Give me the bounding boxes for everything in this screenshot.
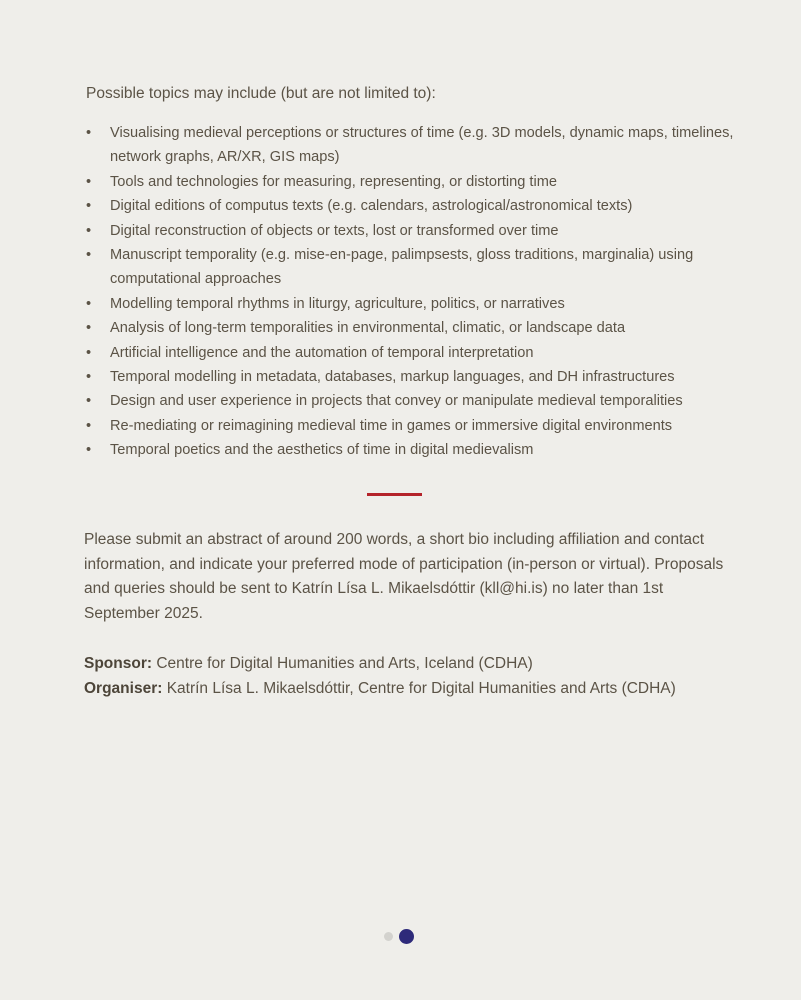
submission-instructions: Please submit an abstract of around 200 words, a short bio including affiliation and contact information, and indicate your preferred mode of participation (in-person or virtual). Proposals and queries should be sent to Katrín Lísa L. Mikaelsdóttir (kll@hi.is) no later than 1st September 2025. bbox=[84, 531, 724, 622]
topic-text: Temporal modelling in metadata, databases, markup languages, and DH infrastructures bbox=[110, 369, 675, 386]
page-dot[interactable] bbox=[384, 932, 393, 941]
topic-text: Digital reconstruction of objects or texts, lost or transformed over time bbox=[110, 222, 559, 239]
topics-list bbox=[86, 121, 736, 463]
organiser-label: Organiser: bbox=[84, 679, 163, 697]
topic-list-item bbox=[86, 341, 736, 365]
organiser-line bbox=[84, 677, 764, 702]
topic-list-item bbox=[86, 292, 736, 316]
sponsor-line bbox=[84, 652, 764, 677]
topic-text: Modelling temporal rhythms in liturgy, agriculture, politics, or narratives bbox=[110, 295, 565, 312]
sponsor-label: Sponsor: bbox=[84, 655, 153, 672]
bullet-icon: • bbox=[86, 295, 92, 312]
topic-list-item bbox=[86, 389, 736, 413]
topic-list-item bbox=[86, 365, 736, 389]
topic-list-item bbox=[86, 414, 736, 438]
topic-text: Manuscript temporality (e.g. mise-en-page, palimpsests, gloss traditions, marginalia) using computational approaches bbox=[110, 247, 694, 288]
topic-text: Artificial intelligence and the automation of temporal interpretation bbox=[110, 344, 534, 361]
bullet-icon: • bbox=[86, 247, 92, 264]
bullet-icon: • bbox=[86, 320, 92, 337]
topic-list-item bbox=[86, 121, 736, 170]
section-divider bbox=[367, 493, 422, 496]
topic-list-item bbox=[86, 438, 736, 462]
organiser-value: Katrín Lísa L. Mikaelsdóttir, Centre for Digital Humanities and Arts (CDHA) bbox=[166, 679, 676, 697]
topic-text: Design and user experience in projects that convey or manipulate medieval temporalities bbox=[110, 393, 683, 410]
topic-list-item bbox=[86, 170, 736, 194]
topic-list-item bbox=[86, 194, 736, 218]
bullet-icon: • bbox=[86, 125, 92, 141]
topic-text: Analysis of long-term temporalities in environmental, climatic, or landscape data bbox=[110, 320, 626, 337]
bullet-icon: • bbox=[86, 369, 92, 386]
bullet-icon: • bbox=[86, 222, 92, 239]
sponsor-value: Centre for Digital Humanities and Arts, Iceland (CDHA) bbox=[156, 655, 533, 672]
pagination-dots bbox=[384, 929, 414, 944]
topic-text: Re-mediating or reimagining medieval time in games or immersive digital environments bbox=[110, 417, 673, 434]
topic-text: Tools and technologies for measuring, representing, or distorting time bbox=[110, 173, 557, 190]
topic-list-item bbox=[86, 243, 736, 292]
page-dot-active[interactable] bbox=[399, 929, 414, 944]
bullet-icon: • bbox=[86, 344, 92, 361]
topic-text: Temporal poetics and the aesthetics of time in digital medievalism bbox=[110, 442, 534, 459]
topic-list-item bbox=[86, 219, 736, 243]
topics-intro: Possible topics may include (but are not limited to): bbox=[86, 85, 436, 102]
bullet-icon: • bbox=[86, 393, 92, 410]
credits bbox=[84, 652, 764, 701]
bullet-icon: • bbox=[86, 442, 92, 459]
bullet-icon: • bbox=[86, 198, 92, 215]
topic-list-item bbox=[86, 316, 736, 340]
topic-text: Visualising medieval perceptions or structures of time (e.g. 3D models, dynamic maps, timelines, network graphs, AR/XR, GIS maps) bbox=[110, 125, 734, 166]
bullet-icon: • bbox=[86, 417, 92, 434]
bullet-icon: • bbox=[86, 173, 92, 190]
topic-text: Digital editions of computus texts (e.g. calendars, astrological/astronomical texts) bbox=[110, 198, 633, 215]
